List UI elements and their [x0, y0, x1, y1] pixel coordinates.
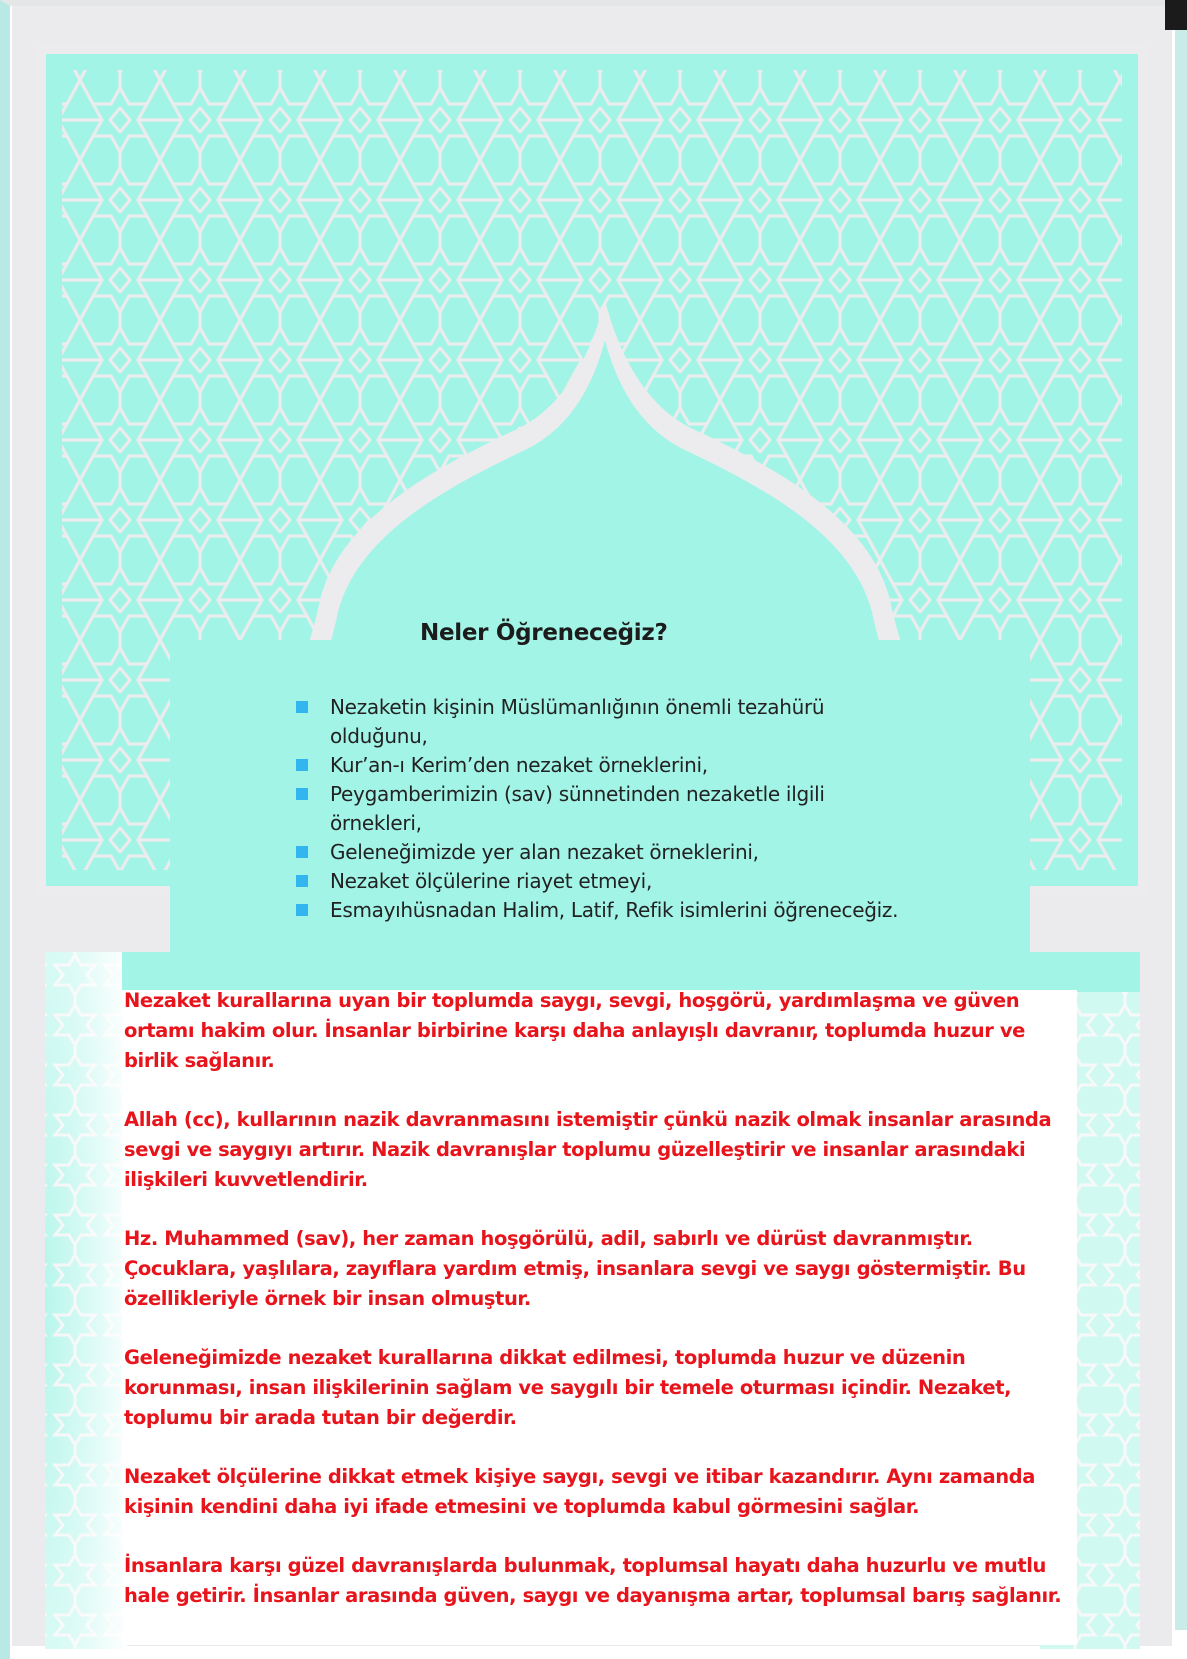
- square-bullet-icon: [296, 875, 308, 887]
- list-item: Kur’an-ı Kerim’den nezaket örneklerini,: [292, 751, 912, 780]
- paragraph-prophet: Hz. Muhammed (sav), her zaman hoşgörülü, adil, sabırlı ve dürüst davranmıştır. Çocuklara, yaşlılara, zayıflara yardım etmiş, insanlara sevgi ve saygı göstermiştir. Bu özellikleriyle örnek bir insan olmuştur.: [124, 1227, 1026, 1310]
- learn-box-title: Neler Öğreneceğiz?: [420, 620, 668, 646]
- square-bullet-icon: [296, 904, 308, 916]
- body-text: [124, 986, 1074, 1640]
- square-bullet-icon: [296, 846, 308, 858]
- square-bullet-icon: [296, 788, 308, 800]
- paragraph-measures: Nezaket ölçülerine dikkat etmek kişiye saygı, sevgi ve itibar kazandırır. Aynı zamanda kişinin kendini daha iyi ifade etmesini ve toplumda kabul görmesini sağlar.: [124, 1465, 1035, 1518]
- paragraph-society: Nezaket kurallarına uyan bir toplumda saygı, sevgi, hoşgörü, yardımlaşma ve güven ortamı hakim olur. İnsanlar birbirine karşı daha anlayışlı davranır, toplumda huzur ve birlik sağlanır.: [124, 989, 1025, 1072]
- square-bullet-icon: [296, 759, 308, 771]
- square-bullet-icon: [296, 701, 308, 713]
- list-item: Nezaketin kişinin Müslümanlığının önemli tezahürü olduğunu,: [292, 693, 912, 751]
- paragraph-allah: Allah (cc), kullarının nazik davranmasını istemiştir çünkü nazik olmak insanlar arasında sevgi ve saygıyı artırır. Nazik davranışlar toplumu güzelleştirir ve insanlar arasındaki ilişkileri kuvvetlendirir.: [124, 1108, 1052, 1191]
- list-item: Geleneğimizde yer alan nezaket örneklerini,: [292, 838, 912, 867]
- paragraph-behaviour: İnsanlara karşı güzel davranışlarda bulunmak, toplumsal hayatı daha huzurlu ve mutlu hale getirir. İnsanlar arasında güven, saygı ve dayanışma artar, toplumsal barış sağlanır.: [124, 1554, 1062, 1607]
- list-item: Esmayıhüsnadan Halim, Latif, Refik isimlerini öğreneceğiz.: [292, 896, 912, 925]
- paragraph-tradition: Geleneğimizde nezaket kurallarına dikkat edilmesi, toplumda huzur ve düzenin korunması, insan ilişkilerinin sağlam ve saygılı bir temele oturması içindir. Nezaket, toplumu bir arada tutan bir değerdir.: [124, 1346, 1012, 1429]
- list-item: Peygamberimizin (sav) sünnetinden nezaketle ilgili örnekleri,: [292, 780, 912, 838]
- learning-objectives-list: [292, 693, 912, 925]
- list-item: Nezaket ölçülerine riayet etmeyi,: [292, 867, 912, 896]
